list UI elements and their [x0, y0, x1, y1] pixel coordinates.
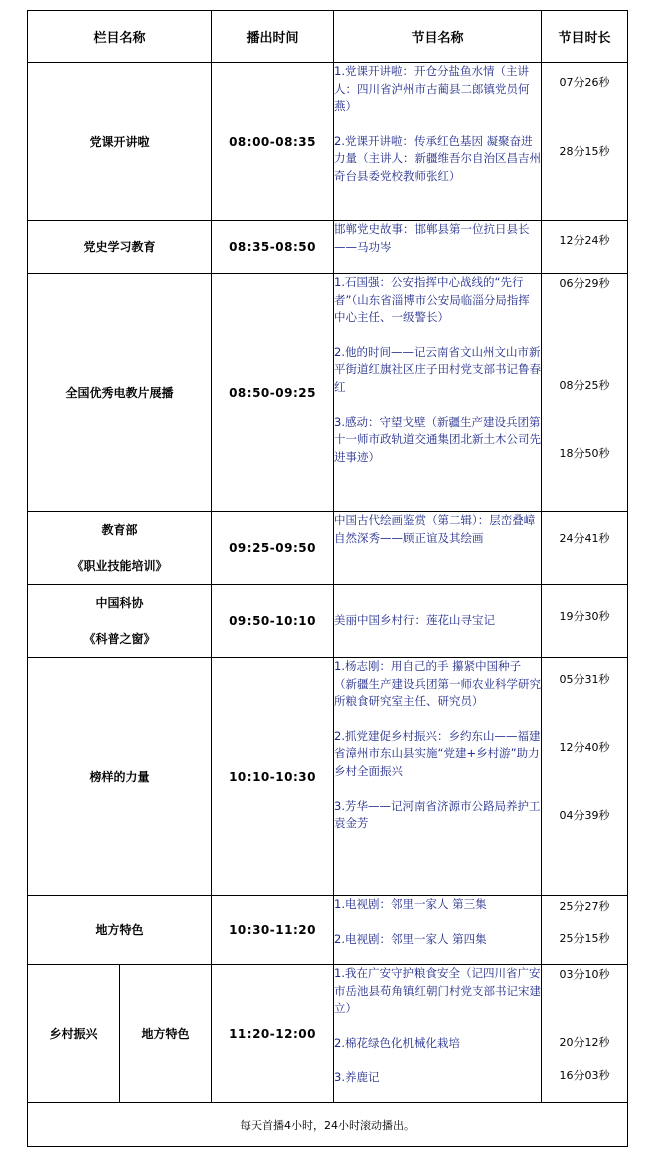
program-duration: 12分24秒: [559, 234, 610, 247]
column-name-line: 中国科协: [95, 596, 144, 610]
header-broadcast-time: 播出时间: [212, 11, 334, 63]
broadcast-time: 10:30-11:20: [212, 896, 334, 965]
schedule-table: [27, 10, 628, 1147]
table-row: [28, 512, 628, 585]
program-title: 2.党课开讲啦：传承红色基因 凝聚奋进力量（主讲人：新疆维吾尔自治区昌吉州奇台县委党校教师张红）: [334, 133, 542, 183]
program-title: 1.党课开讲啦：开仓分盐鱼水情（主讲人：四川省泸州市古蔺县二郎镇党员何燕）: [334, 64, 530, 114]
broadcast-time: 08:50-09:25: [212, 274, 334, 512]
broadcast-time: 09:25-09:50: [212, 512, 334, 585]
program-duration: 08分25秒: [559, 379, 610, 392]
duration-list: [542, 965, 628, 1103]
duration-list: [542, 63, 628, 221]
column-name-line: 《职业技能培训》: [71, 559, 168, 573]
duration-list: [542, 274, 628, 512]
program-list: [334, 221, 542, 274]
program-title: 1.我在广安守护粮食安全（记四川省广安市岳池县苟角镇红朝门村党支部书记宋建立）: [334, 966, 542, 1016]
program-duration: 05分31秒: [559, 673, 610, 686]
program-duration: 04分39秒: [559, 809, 610, 822]
program-duration: 12分40秒: [559, 741, 610, 754]
program-title: 2.他的时间——记云南省文山州文山市新平街道红旗社区庄子田村党支部书记鲁春红: [334, 344, 542, 394]
duration-list: [542, 896, 628, 965]
column-name-line: 《科普之窗》: [83, 632, 156, 646]
program-title: 美丽中国乡村行：莲花山寻宝记: [334, 613, 496, 628]
program-list: [334, 965, 542, 1103]
program-list: [334, 274, 542, 512]
program-duration: 03分10秒: [559, 968, 610, 981]
program-duration: 20分12秒: [559, 1036, 610, 1049]
program-duration: 25分27秒: [559, 900, 610, 913]
program-title: 1.杨志刚：用自己的手 攥紧中国种子（新疆生产建设兵团第一师农业科学研究所粮食研究室主任、研究员）: [334, 659, 542, 709]
duration-list: [542, 585, 628, 658]
program-list: [334, 512, 542, 585]
table-row: [28, 658, 628, 896]
broadcast-time: 09:50-10:10: [212, 585, 334, 658]
duration-list: [542, 221, 628, 274]
header-row: [28, 11, 628, 63]
column-name: [28, 512, 212, 585]
column-name: 地方特色: [28, 896, 212, 965]
program-duration: 25分15秒: [559, 932, 610, 945]
table-row: [28, 221, 628, 274]
program-list: [334, 896, 542, 965]
program-list: [334, 658, 542, 896]
program-title: 2.棉花绿色化机械化栽培: [334, 1035, 460, 1050]
program-list: [334, 585, 542, 658]
broadcast-time: 11:20-12:00: [212, 965, 334, 1103]
duration-list: [542, 512, 628, 585]
column-name: 党史学习教育: [28, 221, 212, 274]
column-name: 全国优秀电教片展播: [28, 274, 212, 512]
program-duration: 19分30秒: [559, 610, 610, 623]
footer-note: 每天首播4小时，24小时滚动播出。: [28, 1103, 628, 1147]
table-row: [28, 585, 628, 658]
program-title: 2.抓党建促乡村振兴：乡约东山——福建省漳州市东山县实施“党建+乡村游”助力乡村全面振兴: [334, 728, 541, 778]
program-duration: 07分26秒: [559, 76, 610, 89]
table-row: [28, 965, 628, 1103]
program-duration: 06分29秒: [559, 277, 610, 290]
program-title: 中国古代绘画鉴赏（第二辑）：层峦叠嶂 自然深秀——顾正谊及其绘画: [334, 513, 536, 545]
program-title: 1.电视剧：邻里一家人 第三集: [334, 897, 487, 911]
program-list: [334, 63, 542, 221]
program-duration: 28分15秒: [559, 145, 610, 158]
table-row: [28, 63, 628, 221]
duration-list: [542, 658, 628, 896]
footer-row: [28, 1103, 628, 1147]
column-name: 党课开讲啦: [28, 63, 212, 221]
program-title: 3.养鹿记: [334, 1070, 380, 1085]
column-name: [28, 585, 212, 658]
column-name: 乡村振兴: [28, 965, 120, 1103]
program-title: 1.石国强：公安指挥中心战线的“先行者”（山东省淄博市公安局临淄分局指挥中心主任、一级警长）: [334, 275, 530, 325]
broadcast-time: 10:10-10:30: [212, 658, 334, 896]
header-program-name: 节目名称: [334, 11, 542, 63]
program-title: 3.感动：守望戈壁（新疆生产建设兵团第十一师市政轨道交通集团北新土木公司先进事迹）: [334, 414, 542, 464]
program-duration: 18分50秒: [559, 447, 610, 460]
broadcast-time: 08:35-08:50: [212, 221, 334, 274]
program-title: 3.芳华——记河南省济源市公路局养护工袁金芳: [334, 798, 541, 831]
column-name-line: 教育部: [101, 523, 138, 537]
sub-column-name: 地方特色: [120, 965, 212, 1103]
header-column-name: 栏目名称: [28, 11, 212, 63]
broadcast-time: 08:00-08:35: [212, 63, 334, 221]
program-title: 邯郸党史故事：邯郸县第一位抗日县长——马功岑: [334, 222, 530, 254]
table-row: [28, 274, 628, 512]
table-row: [28, 896, 628, 965]
column-name: 榜样的力量: [28, 658, 212, 896]
program-duration: 24分41秒: [559, 532, 610, 545]
program-duration: 16分03秒: [559, 1069, 610, 1082]
program-title: 2.电视剧：邻里一家人 第四集: [334, 931, 487, 946]
header-program-duration: 节目时长: [542, 11, 628, 63]
